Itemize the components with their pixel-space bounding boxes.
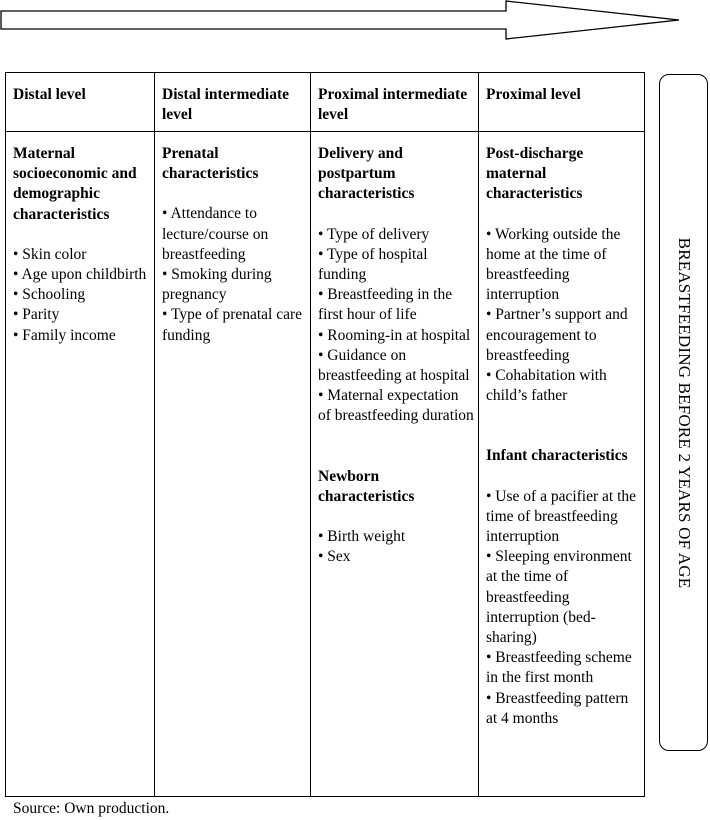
header-distal-intermediate: Distal intermediate level xyxy=(155,73,311,132)
list-item: • Use of a pacifier at the time of breastfeeding interruption xyxy=(486,487,637,546)
list-item: • Smoking during pregnancy xyxy=(162,266,272,304)
group-title: Infant characteristics xyxy=(486,447,628,465)
direction-arrow xyxy=(0,0,710,44)
factor-list xyxy=(318,527,474,567)
header-proximal: Proximal level xyxy=(479,73,645,132)
distal-cell xyxy=(6,132,155,797)
list-item: • Type of delivery xyxy=(318,225,430,243)
list-item: • Breastfeeding in the first hour of life xyxy=(318,286,453,324)
group-title: Post-discharge maternal characteristics xyxy=(486,145,584,203)
outcome-label: BREASTFEEDING BEFORE 2 YEARS OF AGE xyxy=(674,237,694,588)
group-title: Delivery and postpartum characteristics xyxy=(318,145,415,203)
factor-list xyxy=(486,487,640,729)
list-item: • Skin color xyxy=(13,245,87,263)
outcome-box xyxy=(659,74,708,751)
group-title: Newborn characteristics xyxy=(318,467,415,505)
header-proximal-intermediate: Proximal intermediate level xyxy=(311,73,479,132)
list-item: • Attendance to lecture/course on breastfeeding xyxy=(162,205,269,263)
list-item: • Cohabitation with child’s father xyxy=(486,367,607,405)
hierarchical-model-table xyxy=(5,72,645,797)
list-item: • Age upon childbirth xyxy=(13,266,147,284)
proximal-cell xyxy=(479,132,645,797)
list-item: • Working outside the home at the time of breastfeeding interruption xyxy=(486,225,621,304)
factor-list xyxy=(162,204,306,345)
factor-list xyxy=(13,245,150,346)
proximal-intermediate-cell xyxy=(311,132,479,797)
list-item: • Sleeping environment at the time of breastfeeding interruption (bed-sharing) xyxy=(486,548,632,647)
distal-intermediate-cell xyxy=(155,132,311,797)
list-item: • Partner’s support and encouragement to breastfeeding xyxy=(486,306,628,364)
list-item: • Birth weight xyxy=(318,528,406,546)
list-item: • Schooling xyxy=(13,286,86,304)
list-item: • Family income xyxy=(13,326,116,344)
factor-list xyxy=(486,225,640,407)
list-item: • Breastfeeding scheme in the first month xyxy=(486,649,632,687)
list-item: • Sex xyxy=(318,548,351,566)
group-title: Prenatal characteristics xyxy=(162,145,259,183)
source-note: Source: Own production. xyxy=(13,800,170,817)
group-title: Maternal socioeconomic and demographic characteristics xyxy=(13,145,137,223)
list-item: • Type of prenatal care funding xyxy=(162,306,303,344)
list-item: • Breastfeeding pattern at 4 months xyxy=(486,689,629,727)
factor-list xyxy=(318,225,474,427)
level-header-row xyxy=(6,73,645,132)
list-item: • Parity xyxy=(13,306,60,324)
list-item: • Rooming-in at hospital xyxy=(318,326,471,344)
list-item: • Maternal expectation of breastfeeding duration xyxy=(318,387,474,425)
list-item: • Guidance on breastfeeding at hospital xyxy=(318,346,470,385)
factors-row xyxy=(6,132,645,797)
header-distal: Distal level xyxy=(6,73,155,132)
list-item: • Type of hospital funding xyxy=(318,245,428,284)
